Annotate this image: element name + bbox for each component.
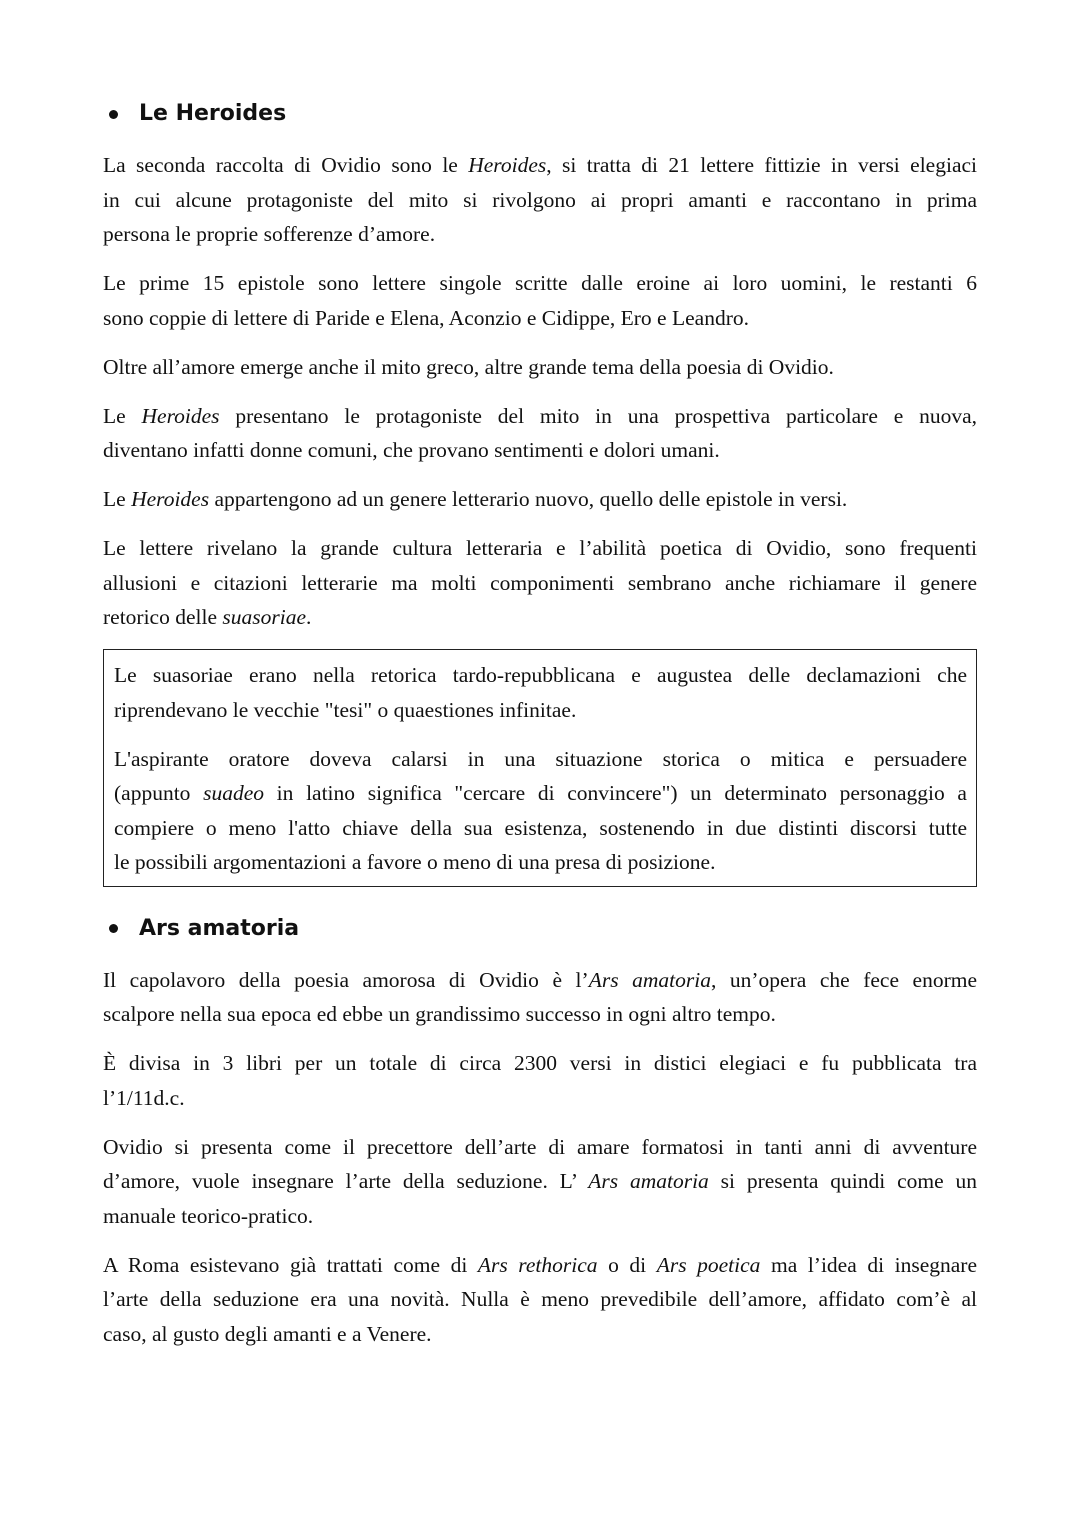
- text-span: in cui alcune protagoniste del mito si rivolgono ai propri amanti e raccontano in prima: [103, 187, 977, 212]
- text-span: si presenta quindi come un: [708, 1169, 977, 1193]
- document-page: [103, 94, 977, 1366]
- text-span: presentano le protagoniste del mito in una prospettiva particolare e nuova,: [219, 403, 977, 428]
- bullet-icon: [109, 924, 118, 933]
- text-span: Il capolavoro della poesia amorosa di Ovidio è l’: [103, 967, 589, 992]
- heading-text: Le Heroides: [139, 101, 287, 126]
- text-span: .: [306, 605, 312, 629]
- info-box: [103, 649, 977, 887]
- text-span: Le suasoriae erano nella retorica tardo-repubblicana e augustea delle declamazioni che: [114, 663, 967, 687]
- text-span: persona le proprie sofferenze d’amore.: [103, 222, 436, 246]
- text-line: [103, 266, 977, 301]
- text-span: l’1/11d.c.: [103, 1085, 185, 1110]
- box-paragraph: [114, 658, 967, 727]
- text-span: scalpore nella sua epoca ed ebbe un grandissimo successo in ogni altro tempo.: [103, 1002, 776, 1026]
- text-span: La seconda raccolta di Ovidio sono le: [103, 153, 469, 177]
- text-line: [103, 1164, 977, 1199]
- text-line: [103, 148, 977, 183]
- text-line: [103, 350, 977, 385]
- italic-text: suasoriae: [222, 605, 307, 629]
- text-span: Le prime 15 epistole sono lettere singole scritte dalle eroine ai loro uomini, le restanti 6: [103, 271, 977, 295]
- text-line: [114, 811, 967, 846]
- text-line: [103, 1282, 977, 1317]
- paragraph: [103, 1130, 977, 1234]
- italic-text: Ars poetica: [656, 1252, 761, 1277]
- text-span: (appunto: [114, 781, 204, 805]
- text-line: [103, 566, 977, 601]
- heading-text: Ars amatoria: [139, 915, 300, 941]
- text-line: [103, 1130, 977, 1165]
- text-line: [103, 1046, 977, 1081]
- text-line: [103, 1081, 977, 1116]
- text-span: Le: [103, 403, 142, 428]
- text-span: , un’opera che fece enorme: [710, 967, 978, 992]
- text-span: le possibili argomentazioni a favore o meno di una presa di posizione.: [114, 850, 716, 874]
- paragraph: [103, 350, 977, 385]
- text-span: o di: [597, 1252, 657, 1277]
- text-line: [114, 658, 967, 693]
- text-span: sono coppie di lettere di Paride e Elena, Aconzio e Cidippe, Ero e Leandro.: [103, 305, 749, 330]
- text-line: [103, 399, 977, 434]
- text-span: Le lettere rivelano la grande cultura letteraria e l’abilità poetica di Ovidio, sono frequenti: [103, 536, 977, 560]
- italic-text: Ars amatoria: [588, 967, 711, 992]
- text-line: [103, 1317, 977, 1352]
- paragraph: [103, 531, 977, 635]
- paragraph: [103, 399, 977, 468]
- text-line: [103, 997, 977, 1032]
- italic-text: Heroides: [131, 487, 210, 511]
- text-line: [103, 531, 977, 566]
- box-paragraph: [114, 742, 967, 880]
- text-span: , si tratta di 21 lettere fittizie in versi elegiaci: [546, 153, 978, 177]
- text-span: Le: [103, 487, 132, 511]
- text-span: in latino significa "cercare di convincere") un determinato personaggio a: [264, 781, 967, 805]
- italic-text: Heroides: [141, 403, 220, 428]
- text-line: [114, 693, 967, 728]
- text-line: [103, 301, 977, 336]
- text-span: Oltre all’amore emerge anche il mito greco, altre grande tema della poesia di Ovidio.: [103, 354, 834, 379]
- text-span: diventano infatti donne comuni, che provano sentimenti e dolori umani.: [103, 438, 720, 462]
- text-line: [114, 776, 967, 811]
- text-line: [103, 183, 977, 218]
- text-span: appartengono ad un genere letterario nuovo, quello delle epistole in versi.: [209, 487, 848, 511]
- text-span: ma l’idea di insegnare: [760, 1252, 977, 1277]
- text-line: [103, 600, 977, 635]
- bullet-icon: [109, 110, 118, 119]
- text-span: l’arte della seduzione era una novità. Nulla è meno prevedibile dell’amore, affidato com’è al: [103, 1287, 977, 1311]
- italic-text: Heroides: [468, 153, 547, 177]
- text-span: compiere o meno l'atto chiave della sua esistenza, sostenendo in due distinti discorsi tutte: [114, 815, 967, 840]
- paragraph: [103, 482, 977, 517]
- paragraph: [103, 963, 977, 1032]
- paragraph: [103, 148, 977, 252]
- text-span: allusioni e citazioni letterarie ma molti componimenti sembrano anche richiamare il genere: [103, 570, 977, 595]
- text-span: retorico delle: [103, 605, 223, 629]
- text-line: [103, 433, 977, 468]
- text-line: [114, 742, 967, 777]
- text-line: [103, 1248, 977, 1283]
- text-span: Ovidio si presenta come il precettore dell’arte di amare formatosi in tanti anni di avventure: [103, 1134, 977, 1159]
- text-span: A Roma esistevano già trattati come di: [103, 1252, 478, 1277]
- paragraph: [103, 1046, 977, 1115]
- text-line: [103, 482, 977, 517]
- text-span: L'aspirante oratore doveva calarsi in una situazione storica o mitica e persuadere: [114, 746, 967, 771]
- italic-text: Ars rethorica: [477, 1252, 598, 1277]
- text-span: manuale teorico-pratico.: [103, 1203, 314, 1228]
- text-span: d’amore, vuole insegnare l’arte della seduzione. L’: [103, 1169, 589, 1193]
- paragraph: [103, 266, 977, 335]
- text-line: [103, 963, 977, 998]
- text-line: [114, 845, 967, 880]
- section-heading: [103, 909, 977, 949]
- text-span: riprendevano le vecchie "tesi" o quaestiones infinitae.: [114, 697, 577, 722]
- italic-text: Ars amatoria: [588, 1169, 709, 1193]
- section-heading: [103, 94, 977, 134]
- text-line: [103, 217, 977, 252]
- text-line: [103, 1199, 977, 1234]
- italic-text: suadeo: [203, 781, 265, 805]
- text-span: È divisa in 3 libri per un totale di circa 2300 versi in distici elegiaci e fu pubblicata tra: [103, 1051, 977, 1075]
- paragraph: [103, 1248, 977, 1352]
- text-span: caso, al gusto degli amanti e a Venere.: [103, 1321, 432, 1346]
